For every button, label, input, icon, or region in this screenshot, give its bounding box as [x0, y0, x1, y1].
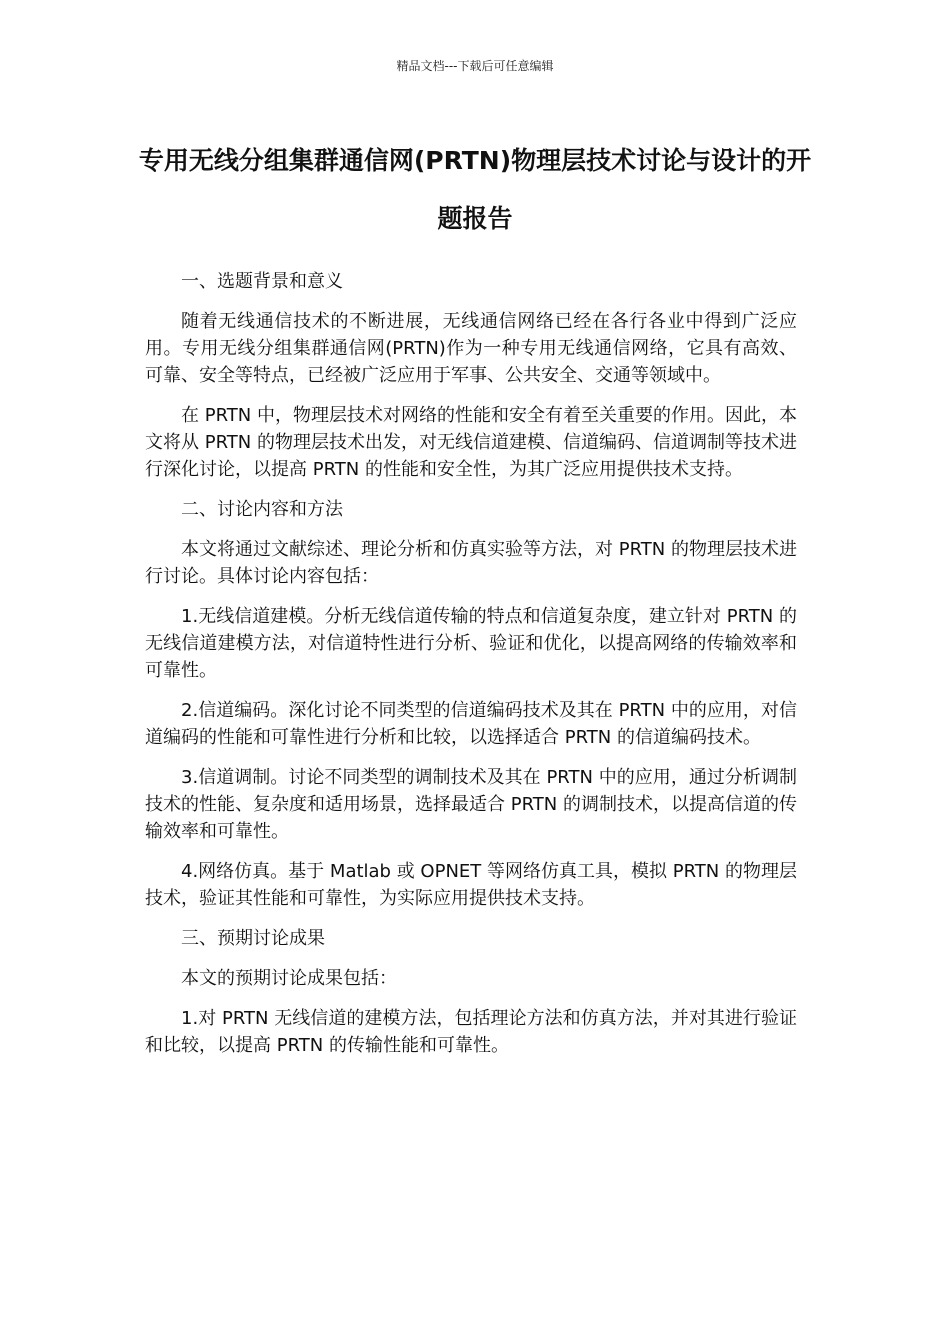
document-title: 专用无线分组集群通信网(PRTN)物理层技术讨论与设计的开题报告 [138, 146, 812, 233]
list-item-channel-coding: 2.信道编码。深化讨论不同类型的信道编码技术及其在 PRTN 中的应用，对信道编码的性能和可靠性进行分析和比较，以选择适合 PRTN 的信道编码技术。 [145, 700, 797, 748]
document-body [145, 268, 797, 1072]
paragraph-results-intro: 本文的预期讨论成果包括： [181, 968, 397, 989]
page-header-note: 精品文档---下载后可任意编辑 [396, 59, 554, 73]
list-item-channel-modeling: 1.无线信道建模。分析无线信道传输的特点和信道复杂度，建立针对 PRTN 的无线信道建模方法，对信道特性进行分析、验证和优化，以提高网络的传输效率和可靠性。 [145, 606, 797, 681]
section-heading-background: 一、选题背景和意义 [181, 271, 343, 292]
paragraph-background: 随着无线通信技术的不断进展，无线通信网络已经在各行各业中得到广泛应用。专用无线分组集群通信网(PRTN)作为一种专用无线通信网络，它具有高效、可靠、安全等特点，已经被广泛应用于军事、公共安全、交通等领域中。 [145, 311, 797, 386]
list-item-channel-modulation: 3.信道调制。讨论不同类型的调制技术及其在 PRTN 中的应用，通过分析调制技术的性能、复杂度和适用场景，选择最适合 PRTN 的调制技术，以提高信道的传输效率和可靠性。 [145, 767, 797, 842]
paragraph-physical-layer: 在 PRTN 中，物理层技术对网络的性能和安全有着至关重要的作用。因此，本文将从 PRTN 的物理层技术出发，对无线信道建模、信道编码、信道调制等技术进行深化讨论，以提高 PRTN 的性能和安全性，为其广泛应用提供技术支持。 [145, 405, 797, 480]
section-heading-expected-results: 三、预期讨论成果 [181, 928, 325, 949]
paragraph-methods-intro: 本文将通过文献综述、理论分析和仿真实验等方法，对 PRTN 的物理层技术进行讨论。具体讨论内容包括： [145, 539, 797, 587]
list-item-result-channel-model: 1.对 PRTN 无线信道的建模方法，包括理论方法和仿真方法，并对其进行验证和比较，以提高 PRTN 的传输性能和可靠性。 [145, 1008, 797, 1056]
section-heading-content-methods: 二、讨论内容和方法 [181, 499, 343, 520]
list-item-network-simulation: 4.网络仿真。基于 Matlab 或 OPNET 等网络仿真工具，模拟 PRTN 的物理层技术，验证其性能和可靠性，为实际应用提供技术支持。 [145, 861, 797, 909]
